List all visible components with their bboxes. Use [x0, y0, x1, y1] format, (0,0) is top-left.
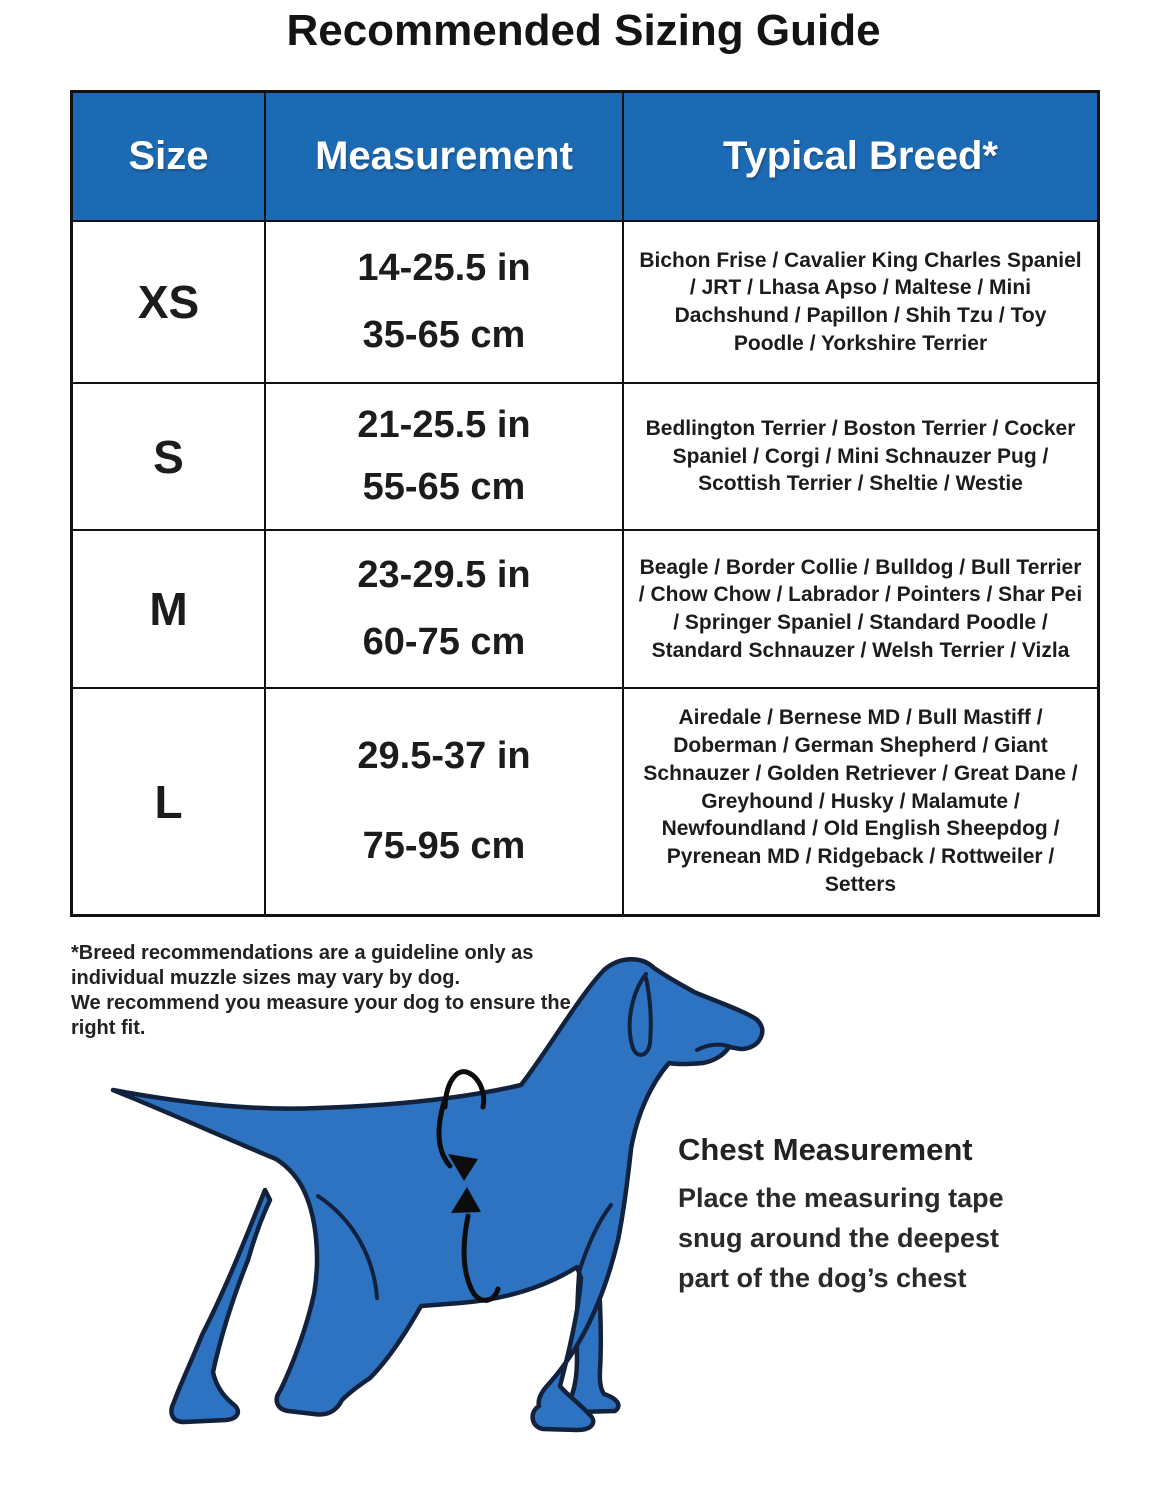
- measurement-l-cm: 75-95 cm: [362, 824, 526, 867]
- measurement-l-inches: 29.5-37 in: [357, 735, 531, 778]
- footnote-line: right fit.: [71, 1017, 146, 1039]
- breeds-m: Beagle / Border Collie / Bulldog / Bull Terrier / Chow Chow / Labrador / Pointers / Shar Pei / Springer Spaniel / Standard Poodle / Standard Schnauzer / Welsh Terrier / Vizla: [624, 531, 1097, 687]
- chest-instruction-line: snug around the deepest: [678, 1223, 1000, 1253]
- breeds-xs: Bichon Frise / Cavalier King Charles Spaniel / JRT / Lhasa Apso / Maltese / Mini Dachshund / Papillon / Shih Tzu / Toy Poodle / Yorkshire Terrier: [624, 222, 1097, 382]
- footnote-line: We recommend you measure your dog to ensure the: [71, 992, 571, 1014]
- measurement-m-cm: 60-75 cm: [362, 620, 526, 663]
- measurement-l: [266, 689, 622, 914]
- chest-measurement-instructions: [678, 1178, 1004, 1298]
- breeds-s: Bedlington Terrier / Boston Terrier / Cocker Spaniel / Corgi / Mini Schnauzer Pug / Scottish Terrier / Sheltie / Westie: [624, 384, 1097, 529]
- column-header-size: Size: [73, 93, 264, 220]
- size-label-s: S: [73, 384, 264, 529]
- dog-illustration: [80, 950, 780, 1470]
- chest-measurement-heading: Chest Measurement: [678, 1132, 973, 1167]
- size-label-xs: XS: [73, 222, 264, 382]
- measurement-xs-inches: 14-25.5 in: [357, 246, 531, 289]
- size-label-l: L: [73, 689, 264, 914]
- footnote-line: *Breed recommendations are a guideline only as: [71, 942, 534, 964]
- dog-silhouette-icon: [80, 950, 780, 1470]
- measurement-s-inches: 21-25.5 in: [357, 403, 531, 446]
- chest-instruction-line: Place the measuring tape: [678, 1183, 1004, 1213]
- column-header-measurement: Measurement: [266, 93, 622, 220]
- size-label-m: M: [73, 531, 264, 687]
- measurement-s: [266, 384, 622, 529]
- column-header-typical-breed: Typical Breed*: [624, 93, 1097, 220]
- measurement-s-cm: 55-65 cm: [362, 466, 526, 509]
- measurement-m: [266, 531, 622, 687]
- chest-instruction-line: part of the dog’s chest: [678, 1263, 967, 1293]
- sizing-table: [70, 90, 1100, 917]
- page-title: Recommended Sizing Guide: [286, 6, 881, 55]
- dog-far-hind-leg: [171, 1190, 270, 1422]
- measurement-m-inches: 23-29.5 in: [357, 554, 531, 597]
- measurement-xs-cm: 35-65 cm: [362, 314, 526, 357]
- breeds-l: Airedale / Bernese MD / Bull Mastiff / Doberman / German Shepherd / Giant Schnauzer / Golden Retriever / Great Dane / Greyhound / Husky / Malamute / Newfoundland / Old English Sheepdog / Pyrenean MD / Ridgeback / Rottweiler / Setters: [624, 689, 1097, 914]
- measurement-xs: [266, 222, 622, 382]
- footnote-line: individual muzzle sizes may vary by dog.: [71, 967, 461, 989]
